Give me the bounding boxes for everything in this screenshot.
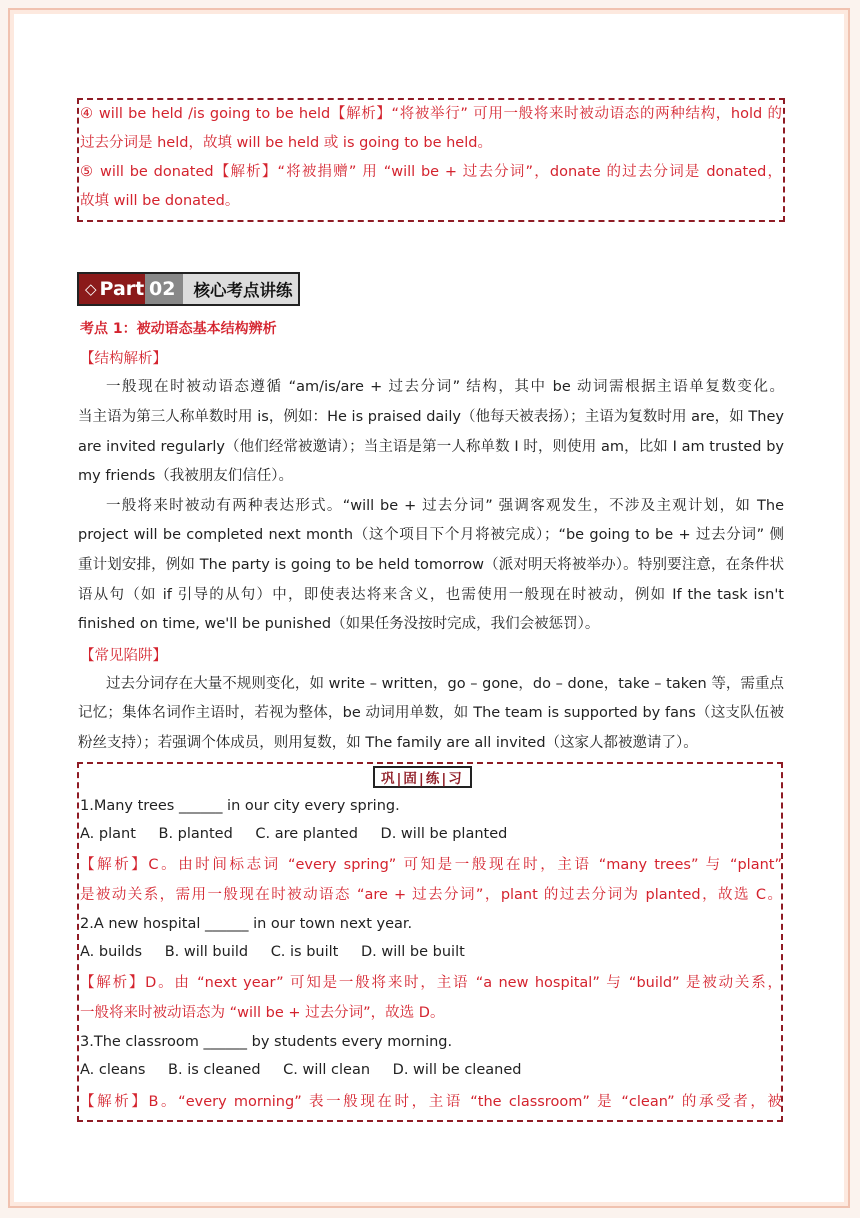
question-1-stem: 1.Many trees ______ in our city every spring.	[80, 798, 400, 814]
part-header	[77, 272, 300, 306]
part-label: Part	[99, 278, 145, 300]
part-number: 02	[145, 274, 183, 304]
practice-title: 巩|固|练|习	[373, 766, 472, 788]
diamond-icon: ◇	[85, 280, 97, 298]
question-1-options	[80, 826, 525, 842]
question-2-option-a: A. builds	[80, 944, 143, 960]
pitfall-line1: 过去分词存在大量不规则变化，如 write – written，go – gone，do – done，take – taken 等，需重点	[106, 676, 784, 692]
question-1-analysis-line2: 是被动关系，需用一般现在时被动语态 “are + 过去分词”，plant 的过去分词为 planted，故选 C。	[80, 887, 782, 903]
structure-para2-line5: finished on time, we'll be punished（如果任务没按时完成，我们会被惩罚）。	[78, 616, 600, 632]
pitfall-tag: 【常见陷阱】	[80, 648, 167, 664]
top-answer-line-2: 过去分词是 held，故填 will be held 或 is going to be held。	[80, 135, 492, 151]
pitfall-line2: 记忆；集体名词作主语时，若视为整体，be 动词用单数，如 The team is supported by fans（这支队伍被	[78, 705, 784, 721]
question-2-stem: 2.A new hospital ______ in our town next year.	[80, 916, 413, 932]
top-answer-line-4: 故填 will be donated。	[80, 193, 240, 209]
structure-para1-line4: my friends（我被朋友们信任）。	[78, 468, 294, 484]
question-3-option-a: A. cleans	[80, 1062, 146, 1078]
structure-para2-line1: 一般将来时被动有两种表达形式。“will be + 过去分词” 强调客观发生，不涉及主观计划，如 The	[106, 498, 784, 514]
question-3-option-b: B. is cleaned	[168, 1062, 261, 1078]
question-2-option-d: D. will be built	[360, 944, 465, 960]
structure-tag: 【结构解析】	[80, 351, 167, 367]
structure-para1-line1: 一般现在时被动语态遵循 “am/is/are + 过去分词” 结构，其中 be 动词需根据主语单复数变化。	[106, 379, 784, 395]
question-1-option-a: A. plant	[80, 826, 136, 842]
structure-para2-line3: 重计划安排，例如 The party is going to be held tomorrow（派对明天将被举办）。特别要注意，在条件状	[78, 557, 784, 573]
part-title: 核心考点讲练	[183, 274, 298, 304]
question-1-analysis-line1: 【解析】C。由时间标志词 “every spring” 可知是一般现在时，主语 “many trees” 与 “plant”	[80, 857, 782, 873]
question-2-option-c: C. is built	[270, 944, 339, 960]
structure-para2-line2: project will be completed next month（这个项目下个月将被完成）；“be going to be + 过去分词” 侧	[78, 527, 784, 543]
question-2-analysis-line1: 【解析】D。由 “next year” 可知是一般将来时，主语 “a new hospital” 与 “build” 是被动关系，	[80, 975, 782, 991]
question-3-stem: 3.The classroom ______ by students every morning.	[80, 1034, 453, 1050]
top-answer-line-3: ⑤ will be donated【解析】“将被捐赠” 用 “will be + 过去分词”，donate 的过去分词是 donated，	[80, 164, 782, 180]
question-3-analysis-line1: 【解析】B。“every morning” 表一般现在时，主语 “the classroom” 是 “clean” 的承受者，被	[80, 1094, 782, 1110]
kaodian-heading: 考点 1：被动语态基本结构辨析	[80, 321, 277, 337]
question-3-option-d: D. will be cleaned	[392, 1062, 522, 1078]
question-3-options	[80, 1062, 539, 1078]
question-3-option-c: C. will clean	[283, 1062, 371, 1078]
structure-para2-line4: 语从句（如 if 引导的从句）中，即使表达将来含义，也需使用一般现在时被动，例如 If the task isn't	[78, 587, 784, 603]
part-label-block	[79, 274, 145, 304]
question-2-analysis-line2: 一般将来时被动语态为 “will be + 过去分词”，故选 D。	[80, 1005, 445, 1021]
top-answer-line-1: ④ will be held /is going to be held【解析】“将被举行” 可用一般将来时被动语态的两种结构，hold 的	[80, 106, 782, 122]
question-2-option-b: B. will build	[164, 944, 249, 960]
question-1-option-d: D. will be planted	[380, 826, 508, 842]
pitfall-line3: 粉丝支持）；若强调个体成员，则用复数，如 The family are all invited（这家人都被邀请了）。	[78, 735, 698, 751]
question-1-option-c: C. are planted	[255, 826, 358, 842]
structure-para1-line3: are invited regularly（他们经常被邀请）；当主语是第一人称单数 I 时，则使用 am，比如 I am trusted by	[78, 439, 784, 455]
question-2-options	[80, 944, 483, 960]
question-1-option-b: B. planted	[158, 826, 233, 842]
structure-para1-line2: 当主语为第三人称单数时用 is，例如：He is praised daily（他每天被表扬）；主语为复数时用 are，如 They	[78, 409, 784, 425]
